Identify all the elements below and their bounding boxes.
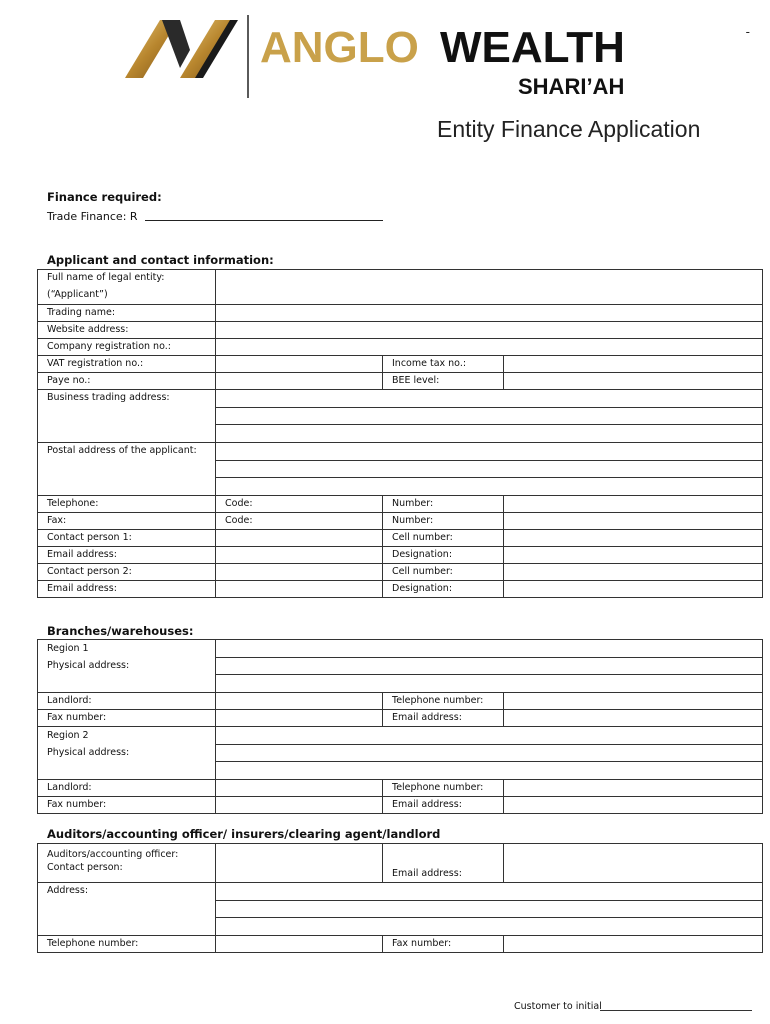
auditor-fax-label: Fax number: — [383, 936, 504, 953]
region1-email-field[interactable] — [504, 710, 763, 727]
contact1-email-field[interactable] — [216, 547, 383, 564]
contact1-email-label: Email address: — [38, 547, 216, 564]
brand-sub: SHARI’AH — [518, 74, 625, 99]
postal-address-line-1[interactable] — [216, 443, 763, 461]
contact2-email-field[interactable] — [216, 581, 383, 598]
region1-fax-field[interactable] — [216, 710, 383, 727]
auditor-email-field[interactable] — [504, 844, 763, 883]
region2-label — [38, 727, 216, 780]
anglowealth-logo — [120, 10, 640, 100]
branches-table — [37, 639, 763, 814]
auditor-label — [38, 844, 216, 883]
region1-fax-label: Fax number: — [38, 710, 216, 727]
contact2-label: Contact person 2: — [38, 564, 216, 581]
business-address-line-3[interactable] — [216, 425, 763, 443]
applicant-table — [37, 269, 763, 598]
business-address-line-2[interactable] — [216, 407, 763, 425]
contact1-label: Contact person 1: — [38, 530, 216, 547]
vat-field[interactable] — [216, 356, 383, 373]
trade-finance-amount-field[interactable] — [145, 220, 383, 221]
legal-entity-field[interactable] — [216, 270, 763, 305]
contact1-designation-label: Designation: — [383, 547, 504, 564]
telephone-label: Telephone: — [38, 496, 216, 513]
region1-email-label: Email address: — [383, 710, 504, 727]
region1-telephone-field[interactable] — [504, 693, 763, 710]
corner-dash: - — [745, 24, 750, 39]
page-title: Entity Finance Application — [437, 116, 701, 142]
customer-initial-label: Customer to initial — [514, 1001, 602, 1012]
auditor-officer-label: Auditors/accounting officer: — [47, 849, 179, 860]
applicant-heading: Applicant and contact information: — [47, 253, 274, 267]
trade-finance-label: Trade Finance: R — [47, 210, 138, 223]
region2-telephone-field[interactable] — [504, 780, 763, 797]
telephone-code-field[interactable]: Code: — [216, 496, 383, 513]
fax-code-field[interactable]: Code: — [216, 513, 383, 530]
applicant-label: (“Applicant”) — [38, 287, 216, 305]
region1-address-line-3[interactable] — [216, 675, 763, 693]
region2-landlord-field[interactable] — [216, 780, 383, 797]
contact2-field[interactable] — [216, 564, 383, 581]
postal-address-label: Postal address of the applicant: — [38, 443, 216, 496]
region2-email-label: Email address: — [383, 797, 504, 814]
contact1-cell-label: Cell number: — [383, 530, 504, 547]
company-reg-label: Company registration no.: — [38, 339, 216, 356]
region1-address-line-2[interactable] — [216, 657, 763, 675]
telephone-number-field[interactable] — [504, 496, 763, 513]
region2-physical-label: Physical address: — [47, 747, 130, 758]
auditor-telephone-field[interactable] — [216, 936, 383, 953]
paye-field[interactable] — [216, 373, 383, 390]
contact1-cell-field[interactable] — [504, 530, 763, 547]
postal-address-line-3[interactable] — [216, 478, 763, 496]
income-tax-label: Income tax no.: — [383, 356, 504, 373]
paye-label: Paye no.: — [38, 373, 216, 390]
region2-fax-label: Fax number: — [38, 797, 216, 814]
business-address-line-1[interactable] — [216, 390, 763, 408]
fax-number-label: Number: — [383, 513, 504, 530]
auditor-contact-label: Contact person: — [47, 862, 123, 873]
auditor-fax-field[interactable] — [504, 936, 763, 953]
region2-email-field[interactable] — [504, 797, 763, 814]
trading-name-label: Trading name: — [38, 305, 216, 322]
customer-initial-field[interactable] — [600, 1010, 752, 1011]
auditor-address-line-2[interactable] — [216, 900, 763, 918]
finance-heading: Finance required: — [47, 190, 162, 204]
income-tax-field[interactable] — [504, 356, 763, 373]
auditor-email-label: Email address: — [383, 844, 504, 883]
auditor-telephone-label: Telephone number: — [38, 936, 216, 953]
business-address-label: Business trading address: — [38, 390, 216, 443]
bee-label: BEE level: — [383, 373, 504, 390]
contact2-designation-label: Designation: — [383, 581, 504, 598]
company-reg-field[interactable] — [216, 339, 763, 356]
region1-address-line-1[interactable] — [216, 640, 763, 658]
legal-entity-label: Full name of legal entity: — [38, 270, 216, 288]
region2-landlord-label: Landlord: — [38, 780, 216, 797]
logo-mark-icon — [125, 20, 238, 78]
region2-title: Region 2 — [47, 730, 89, 741]
auditors-heading: Auditors/accounting officer/ insurers/clearing agent/landlord — [47, 827, 441, 841]
fax-label: Fax: — [38, 513, 216, 530]
region1-landlord-field[interactable] — [216, 693, 383, 710]
region2-address-line-3[interactable] — [216, 762, 763, 780]
telephone-number-label: Number: — [383, 496, 504, 513]
contact2-cell-label: Cell number: — [383, 564, 504, 581]
bee-field[interactable] — [504, 373, 763, 390]
auditor-address-line-3[interactable] — [216, 918, 763, 936]
region2-address-line-1[interactable] — [216, 727, 763, 745]
region2-address-line-2[interactable] — [216, 744, 763, 762]
branches-heading: Branches/warehouses: — [47, 624, 194, 638]
website-label: Website address: — [38, 322, 216, 339]
region2-telephone-label: Telephone number: — [383, 780, 504, 797]
region1-title: Region 1 — [47, 643, 89, 654]
auditor-contact-field[interactable] — [216, 844, 383, 883]
contact2-email-label: Email address: — [38, 581, 216, 598]
region1-label — [38, 640, 216, 693]
contact2-designation-field[interactable] — [504, 581, 763, 598]
region1-physical-label: Physical address: — [47, 660, 130, 671]
auditor-address-line-1[interactable] — [216, 883, 763, 901]
fax-number-field[interactable] — [504, 513, 763, 530]
contact2-cell-field[interactable] — [504, 564, 763, 581]
region1-landlord-label: Landlord: — [38, 693, 216, 710]
trading-name-field[interactable] — [216, 305, 763, 322]
contact1-field[interactable] — [216, 530, 383, 547]
website-field[interactable] — [216, 322, 763, 339]
postal-address-line-2[interactable] — [216, 460, 763, 478]
region1-telephone-label: Telephone number: — [383, 693, 504, 710]
brand-name-part1: ANGLO — [260, 23, 419, 72]
vat-label: VAT registration no.: — [38, 356, 216, 373]
contact1-designation-field[interactable] — [504, 547, 763, 564]
auditor-address-label: Address: — [38, 883, 216, 936]
auditors-table — [37, 843, 763, 953]
brand-name-part2: WEALTH — [440, 23, 625, 72]
region2-fax-field[interactable] — [216, 797, 383, 814]
